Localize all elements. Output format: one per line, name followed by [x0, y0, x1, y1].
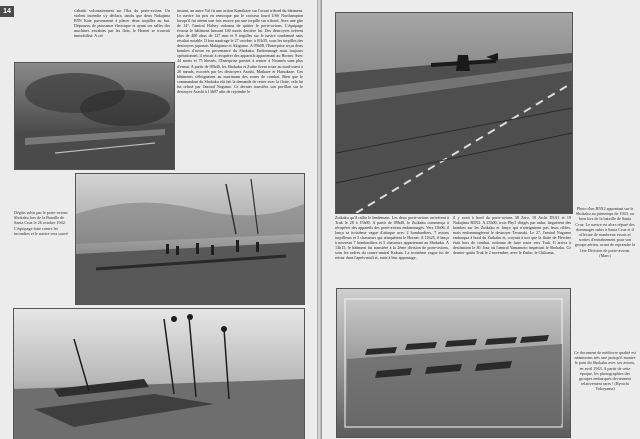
photo-flight-deck-damage — [75, 173, 305, 305]
left-photo-caption: Dégâts subis par le porte-avions Shokaku lors de la Bataille de Santa Cruz le 26 octobre 1942. L'équipage lutte contre les incendies et le navire sera sauvé — [14, 210, 68, 236]
photo-b5n2-landing — [335, 12, 573, 214]
right-col1-text: Zuikaku qu'il rallia le lendemain. Les deux porte-avions arrivèrent à Truk le 28 à 15h00. A partir de 09h40, le Zuikaku commença à récupérer des appareils des porte-avions endommagés. Vers 11h06, il lança sa troisième vague d'attaque avec 2 bombardiers, 7 avions torpilleurs et 5 chasseurs qui attaquèrent le Hornet. A 11h25, il lança à nouveau 7 bombardiers et 5 chasseurs appartenant au Shokaku. A 13h15, le bâtiment fut transféré à la 2ème division de porte-avions, sous les ordres du contre-amiral Kakuta. La troisième vague fut de retour dans l'après-midi et, suite à leur appontage, — [335, 215, 449, 261]
left-col1-text: s'abattit volontairement sur l'îlot du porte-avions. Un violent incendie s'y déclara, tandis que deux Nakajima B5N Kate parvenaient à placer deux torpilles au but. Dépourvu de puissance électrique et ayant ses salles des machines envahies par les flots, le Hornet se trouvait immobilisé. A cet — [74, 8, 170, 39]
left-col2-text: instant, un autre Val fit une action Kamikaze sur l'avant tribord du bâtiment. Le navire fut pris en remorque par le croiseur lourd USS Northampton lorsqu'il fut atteint une fois encore par une torpille sur tribord. Avec une gîte de 14°, l'amiral Halsey ordonna de quitter le porte-avions. L'équipage évacua le bâtiment laissant 140 morts derrière lui. Des destroyers tirèrent plus de 400 obus de 127 mm et 9 torpilles sur le navire condamné sans résultat notable. Il fera naufrage le 27 octobre, à 01h35, sous les torpilles des destroyers japonais Makigumo et Akigumo. A 09h08, l'Enterprise reçut deux bombes d'avion en provenance du Shokaku. Endommagé mais toujours opérationnel, il réussit à récupérer des appareils appartenant au Hornet. Avec 44 morts et 75 blessés, l'Enterprise parvint à rentrer à Nouméa sans plus d'ennui. A partir de 09h40, les Shokaku et Zuiho firent route au nord-ouest à 28 nœuds, escortés par les destroyers Arashi, Maikaze et Hatsukaze. Ces bâtiments s'éloignaient au maximum des zones de combat. Bien que le commandant du Shokaku eût fait la demande de rester avec la flotte, cela lui fut refusé par l'amiral Nagumo. Ce dernier transféra son pavillon sur le destroyer Arashi à 13h07 afin de rejoindre le — [177, 8, 303, 94]
photo-aircraft-deck — [13, 308, 305, 439]
page-number: 14 — [0, 6, 14, 17]
right-bottom-caption: Ce document de médiocre qualité est néanmoins très rare puisqu'il montre le pont du Shokaku avec ses avions, en avril 1943. A partir de cette époque, les photographies des groupes embarqués deviennent relativement rares ! (Ryoichi Yokoyama) — [574, 350, 636, 392]
right-top-caption: Photo d'un B5N2 appontant sur le Shokaku au printemps de 1943, ou bien lors de la bataille de Santa Cruz. Le navire est alors réparé des dommages subis à Santa Cruz et il effectue de nombreux essais et sorties d'entraînement pour son groupe aérien, avant de reprendre la 1ère Division de porte-avions. (Marc) — [574, 206, 636, 258]
right-col2-text: il y avait à bord du porte-avions 38 Zero, 10 Aichi D3A1 et 19 Nakajima B5N2. A 23h00, trois Pby5 dirigés par radar, larguèrent des bombes sur les Zuikaku et Junyo qui n'atteignirent pas leurs cibles, mais endommagèrent le destroyer Teruzuki. Le 27, l'amiral Nagumo embarqua à bord du Zuikaku et, croyant à tort que la flotte de Fletcher était hors de combat, ordonna de faire route vers Truk. Il arriva à destination le 30. Jour où l'amiral Yamamoto inspectait le Shokaku. Ce dernier quitta Truk le 2 novembre, avec le Zuiho, le Chikuma, — [453, 215, 571, 256]
left-page — [0, 0, 317, 439]
photo-shokaku-deck-1943 — [336, 288, 571, 438]
right-page — [322, 0, 640, 439]
photo-shokaku-smoke — [14, 62, 175, 170]
